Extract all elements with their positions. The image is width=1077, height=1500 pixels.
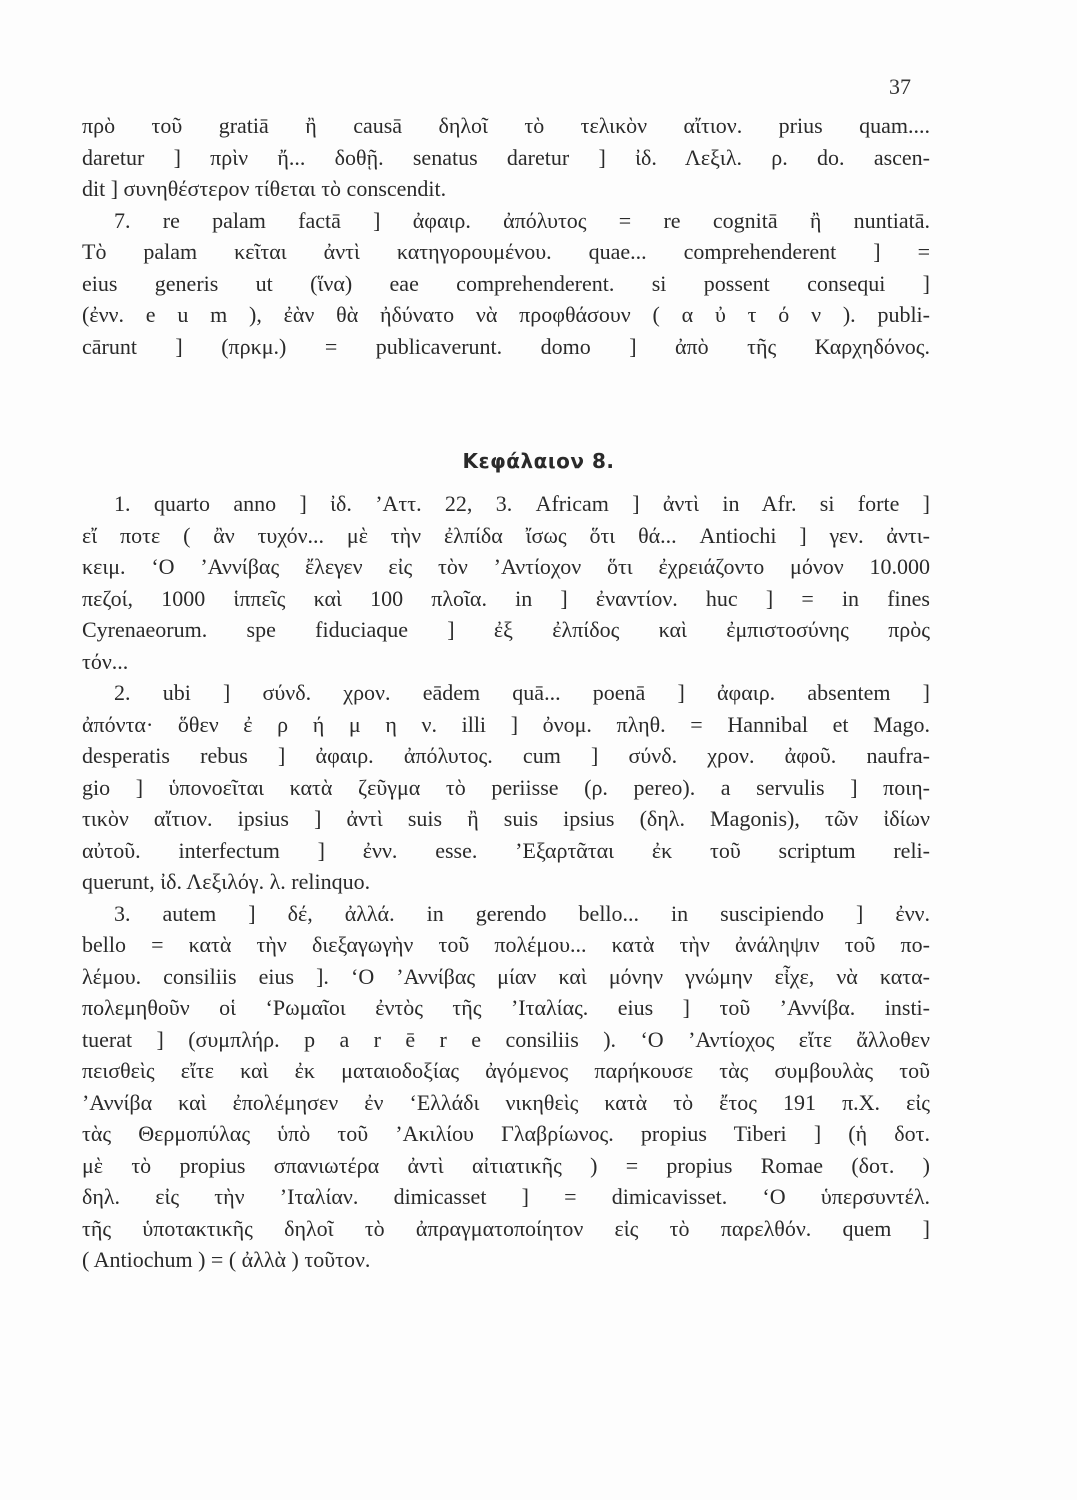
text-line: λέμου. consiliis eius ]. ‘Ο ’Αννίβας μίαν καὶ μόνην γνώμην εἶχε, νὰ κατα- bbox=[82, 963, 930, 989]
text-line: αὐτοῦ. interfectum ] ἐνν. esse. ’Εξαρτᾶται ἐκ τοῦ scriptum reli- bbox=[82, 837, 930, 863]
chapter-heading: Κεφάλαιον 8. bbox=[462, 449, 615, 473]
text-line: (ἐνν. e u m ), ἐὰν θὰ ἠδύνατο νὰ προφθάσουν ( α ὐ τ ό ν ). publi- bbox=[82, 302, 930, 327]
text-line: ’Αννίβα καὶ ἐπολέμησεν ἐν ‘Ελλάδι νικηθεὶς κατὰ τὸ ἔτος 191 π.Χ. εἰς bbox=[82, 1089, 930, 1115]
text-line: τόν... bbox=[82, 648, 129, 674]
text-line: πρὸ τοῦ gratiā ἢ causā δηλοῖ τὸ τελικὸν αἴτιον. prius quam.... bbox=[82, 113, 930, 138]
top-paragraph bbox=[82, 110, 930, 362]
text-line: 1. quarto anno ] ἰδ. ’Αττ. 22, 3. Africam ] ἀντὶ in Afr. si forte ] bbox=[114, 491, 930, 516]
text-line: εἴ ποτε ( ἂν τυχόν... μὲ τὴν ἐλπίδα ἴσως ὅτι θά... Antiochi ] γεν. ἀντι- bbox=[82, 522, 930, 548]
text-line: μὲ τὸ propius σπανιωτέρα ἀντὶ αἰτιατικῆς ) = propius Romae (δοτ. ) bbox=[82, 1152, 930, 1178]
text-line: bello = κατὰ τὴν διεξαγωγὴν τοῦ πολέμου... κατὰ τὴν ἀνάληψιν τοῦ πο- bbox=[82, 932, 930, 957]
main-text bbox=[82, 488, 930, 1276]
text-line: daretur ] πρὶν ἤ... δοθῇ. senatus daretur ] ἰδ. Λεξιλ. ρ. do. ascen- bbox=[82, 144, 930, 170]
text-line: cārunt ] (πρκμ.) = publicaverunt. domo ] ἀπὸ τῆς Καρχηδόνος. bbox=[82, 333, 930, 359]
text-line: dit ] συνηθέστερον τίθεται τὸ conscendit. bbox=[82, 176, 447, 201]
text-line: κειμ. ‘Ο ’Αννίβας ἔλεγεν εἰς τὸν ’Αντίοχον ὅτι ἐχρειάζοντο μόνον 10.000 bbox=[82, 554, 930, 579]
text-line: πεζοί, 1000 ἱππεῖς καὶ 100 πλοῖα. in ] ἐναντίον. huc ] = in fines bbox=[82, 585, 930, 611]
text-line: τικὸν αἴτιον. ipsius ] ἀντὶ suis ἢ suis ipsius (δηλ. Magonis), τῶν ἰδίων bbox=[82, 806, 930, 831]
text-line: δηλ. εἰς τὴν ’Ιταλίαν. dimicasset ] = dimicavisset. ‘Ο ὑπερσυντέλ. bbox=[82, 1184, 930, 1209]
text-line: eius generis ut (ἵνα) eae comprehenderent. si possent consequi ] bbox=[82, 270, 930, 296]
text-line: τῆς ὑποτακτικῆς δηλοῖ τὸ ἀπραγματοποίητον εἰς τὸ παρελθόν. quem ] bbox=[82, 1215, 930, 1241]
text-line: πεισθεὶς εἴτε καὶ ἐκ ματαιοδοξίας ἀγόμενος παρήκουσε τὰς συμβουλὰς τοῦ bbox=[82, 1058, 930, 1083]
text-line: πολεμηθοῦν οἱ ‘Ρωμαῖοι ἐντὸς τῆς ’Ιταλίας. eius ] τοῦ ’Αννίβα. insti- bbox=[82, 995, 930, 1020]
text-line: 3. autem ] δέ, ἀλλά. in gerendo bello... in suscipiendo ] ἐνν. bbox=[114, 900, 930, 926]
text-line: querunt, ἰδ. Λεξιλόγ. λ. relinquo. bbox=[82, 869, 371, 894]
text-line: desperatis rebus ] ἀφαιρ. ἀπόλυτος. cum ] σύνδ. χρον. ἀφοῦ. naufra- bbox=[82, 743, 930, 768]
text-line: 7. re palam factā ] ἀφαιρ. ἀπόλυτος = re cognitā ἢ nuntiatā. bbox=[114, 207, 930, 233]
page-number: 37 bbox=[889, 74, 911, 99]
text-line: ( Antiochum ) = ( ἀλλὰ ) τοῦτον. bbox=[82, 1247, 371, 1272]
text-line: gio ] ὑπονοεῖται κατὰ ζεῦγμα τὸ periisse (ρ. pereo). a servulis ] ποιη- bbox=[82, 774, 930, 800]
text-line: Τὸ palam κεῖται ἀντὶ κατηγορουμένου. quae... comprehenderent ] = bbox=[82, 239, 930, 264]
text-line: τὰς Θερμοπύλας ὑπὸ τοῦ ’Ακιλίου Γλαβρίωνος. propius Tiberi ] (ἡ δοτ. bbox=[82, 1121, 930, 1146]
text-line: Cyrenaeorum. spe fiduciaque ] ἐξ ἐλπίδος καὶ ἐμπιστοσύνης πρὸς bbox=[82, 617, 930, 642]
text-line: ἀπόντα· ὅθεν ἐ ρ ή μ η ν. illi ] ὀνομ. πληθ. = Hannibal et Mago. bbox=[82, 711, 930, 737]
text-line: tuerat ] (συμπλήρ. p a r ē r e consiliis ). ‘Ο ’Αντίοχος εἴτε ἄλλοθεν bbox=[82, 1026, 930, 1052]
text-line: 2. ubi ] σύνδ. χρον. eādem quā... poenā ] ἀφαιρ. absentem ] bbox=[114, 680, 930, 705]
